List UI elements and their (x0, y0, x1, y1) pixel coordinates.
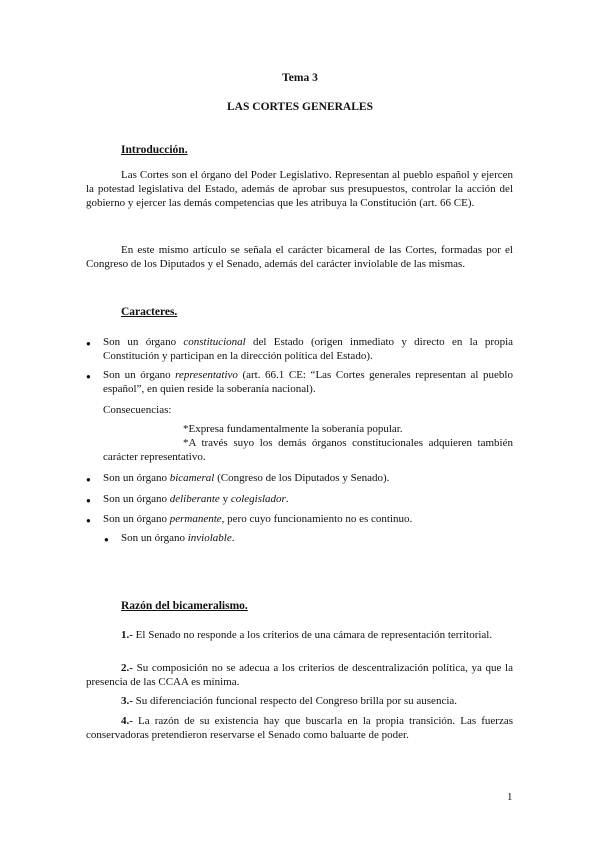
bicameralismo-heading: Razón del bicameralismo. (121, 600, 248, 612)
list-item: Son un órgano inviolable. (121, 532, 235, 544)
list-item: Son un órgano deliberante y colegislador. (103, 493, 289, 505)
intro-heading: Introducción. (121, 144, 188, 156)
topic-label: Tema 3 (282, 72, 318, 84)
page-number: 1 (507, 791, 513, 803)
consecuencias-label: Consecuencias: (103, 404, 172, 416)
consecuencia-item: *Expresa fundamentalmente la soberanía popular. (183, 423, 403, 435)
list-item: Son un órgano constitucional del Estado (origen inmediato y directo en la propia Constitución y participan en la dirección política del Estado). (103, 336, 514, 362)
caracteres-heading: Caracteres. (121, 306, 178, 318)
bicameralismo-item-1: 1.- El Senado no responde a los criterios de una cámara de representación territorial. (121, 629, 493, 641)
page-title: LAS CORTES GENERALES (227, 101, 373, 113)
bicameralismo-item-4: 4.- La razón de su existencia hay que buscarla en la propia transición. Las fuerzas conservadoras pretendieron reservarse el Senado como baluarte de poder. (86, 715, 513, 741)
list-item: Son un órgano permanente, pero cuyo funcionamiento no es continuo. (103, 513, 413, 525)
list-item: Son un órgano representativo (art. 66.1 CE: “Las Cortes generales representan al pueblo español”, en quien reside la soberanía nacional). (103, 369, 513, 395)
bicameralismo-item-3: 3.- Su diferenciación funcional respecto del Congreso brilla por su ausencia. (121, 695, 458, 707)
list-item: Son un órgano bicameral (Congreso de los Diputados y Senado). (103, 472, 390, 484)
consecuencia-item: *A través suyo los demás órganos constitucionales adquieren también carácter representativo. (103, 437, 513, 463)
intro-paragraph-1: Las Cortes son el órgano del Poder Legislativo. Representan al pueblo español y ejercen la potestad legislativa del Estado, además de aprobar sus presupuestos, controlar la acción del gobierno y ejercer las demás competencias que les atribuya la Constitución (art. 66 CE). (86, 169, 513, 209)
intro-paragraph-2: En este mismo artículo se señala el carácter bicameral de las Cortes, formadas por el Congreso de los Diputados y el Senado, además del carácter inviolable de las mismas. (86, 244, 513, 270)
bicameralismo-item-2: 2.- Su composición no se adecua a los criterios de descentralización política, ya que la presencia de las CCAA es mínima. (86, 662, 513, 688)
